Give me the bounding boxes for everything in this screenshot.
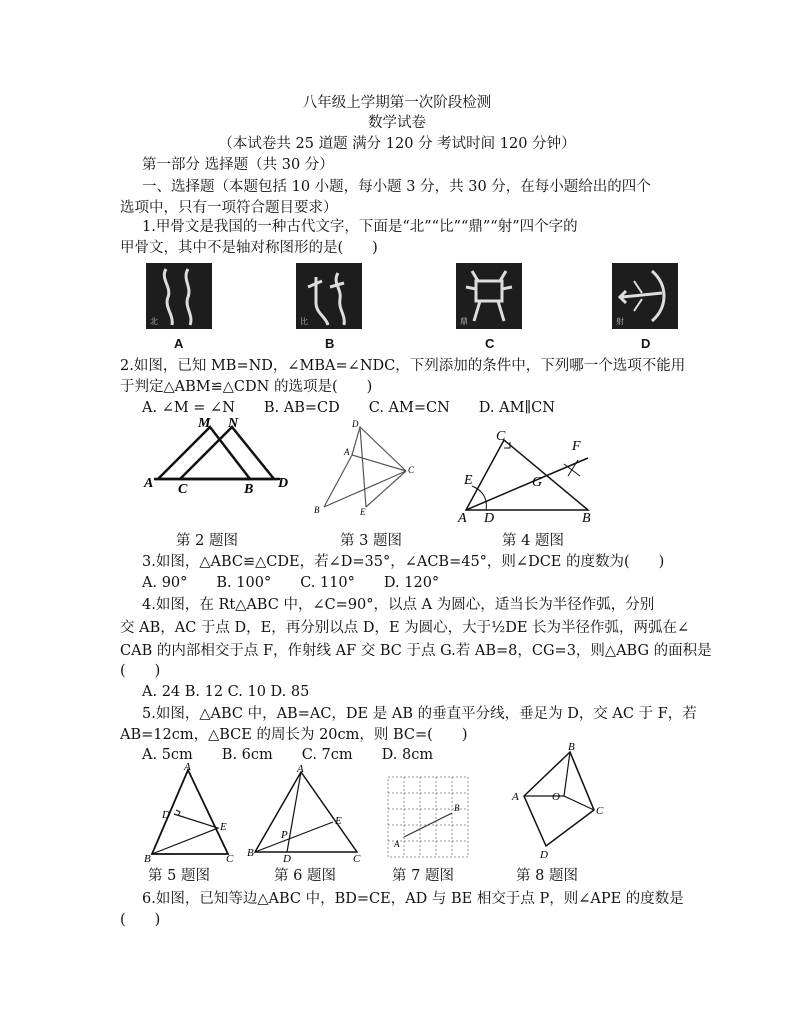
label-c: C (496, 429, 506, 444)
figure-4 (452, 420, 602, 525)
label-o: O (552, 791, 560, 803)
exam-subtitle: 数学试卷 (368, 115, 426, 131)
q4-text-4: ( ) (120, 663, 161, 679)
label-b: B (144, 853, 151, 865)
label-e: E (220, 821, 227, 833)
label-a: A (297, 763, 304, 775)
exam-title: 八年级上学期第一次阶段检测 (302, 95, 492, 111)
label-g: G (532, 475, 543, 490)
label-b: B (454, 803, 460, 813)
label-b: B (582, 511, 591, 525)
label-d: D (278, 476, 289, 491)
oracle-char-bi (296, 263, 362, 329)
q4-text-3: CAB 的内部相交于点 F，作射线 AF 交 BC 于点 G.若 AB=8，CG=3，则△ABG 的面积是 (120, 643, 712, 659)
option-letter-c: C (485, 336, 495, 351)
label-c: C (178, 482, 188, 495)
label-c: C (596, 805, 604, 817)
figure-7 (384, 773, 474, 863)
label-d: D (484, 511, 495, 525)
figure-4-caption: 第 4 题图 (502, 533, 564, 549)
exam-info: （本试卷共 25 道题 满分 120 分 考试时间 120 分钟） (218, 136, 576, 152)
q1-text-2: 甲骨文，其中不是轴对称图形的是( ) (120, 240, 378, 256)
q4-text-1: 4.如图，在 Rt△ABC 中，∠C=90°，以点 A 为圆心，适当长为半径作弧，分别 (142, 597, 655, 613)
q5-text-1: 5.如图，△ABC 中，AB=AC，DE 是 AB 的垂直平分线，垂足为 D，交 AC 于 F，若 (142, 706, 697, 722)
q4-options: A. 24 B. 12 C. 10 D. 85 (142, 684, 310, 700)
label-e: E (335, 815, 342, 827)
q5-text-2: AB=12cm，△BCE 的周长为 20cm，则 BC=( ) (120, 727, 468, 743)
q2-options: A. ∠M = ∠N B. AB=CD C. AM=CN D. AM∥CN (142, 400, 555, 416)
label-d: D (540, 849, 548, 861)
label-a: A (458, 511, 467, 525)
label-b: B (244, 482, 254, 495)
option-letter-d: D (641, 336, 651, 351)
figure-8-caption: 第 8 题图 (516, 868, 578, 884)
oracle-char-bei (146, 263, 212, 329)
label-f: F (572, 439, 581, 454)
section-instructions-1: 一、选择题（本题包括 10 小题，每小题 3 分，共 30 分，在每小题给出的四个 (142, 179, 651, 195)
label-e: E (464, 473, 473, 488)
label-n: N (228, 416, 239, 431)
part-heading: 第一部分 选择题（共 30 分） (142, 157, 334, 173)
figure-2-caption: 第 2 题图 (176, 533, 238, 549)
tile-caption: 射 (616, 317, 624, 326)
label-a: A (512, 791, 519, 803)
label-a: A (344, 447, 350, 457)
q5-options: A. 5cm B. 6cm C. 7cm D. 8cm (142, 747, 434, 763)
option-letter-b: B (325, 336, 335, 351)
label-b: B (247, 847, 254, 859)
label-c: C (226, 853, 234, 865)
label-m: M (198, 416, 211, 431)
figure-5 (140, 758, 240, 866)
label-c: C (353, 853, 361, 864)
figure-3-caption: 第 3 题图 (340, 533, 402, 549)
oracle-char-ding (456, 263, 522, 329)
label-a: A (394, 839, 400, 849)
oracle-char-she (612, 263, 678, 329)
label-d: D (352, 419, 359, 429)
label-e: E (360, 507, 366, 517)
section-instructions-2: 选项中，只有一项符合题目要求） (120, 200, 338, 216)
label-b: B (568, 741, 575, 753)
figure-8 (508, 740, 608, 862)
q6-text-1: 6.如图，已知等边△ABC 中，BD=CE，AD 与 BE 相交于点 P，则∠APE 的度数是 (142, 891, 684, 907)
label-p: P (281, 829, 288, 841)
figure-3 (310, 415, 420, 520)
tile-caption: 比 (300, 317, 308, 326)
label-b: B (314, 505, 320, 515)
q2-text-2: 于判定△ABM≌△CDN 的选项是( ) (120, 379, 373, 395)
tile-caption: 鼎 (460, 317, 468, 326)
figure-5-caption: 第 5 题图 (148, 868, 210, 884)
q3-text: 3.如图，△ABC≌△CDE，若∠D=35°，∠ACB=45°，则∠DCE 的度数为( ) (142, 554, 665, 570)
figure-6-caption: 第 6 题图 (274, 868, 336, 884)
label-a: A (144, 476, 154, 491)
figure-7-caption: 第 7 题图 (392, 868, 454, 884)
q3-options: A. 90° B. 100° C. 110° D. 120° (142, 575, 440, 591)
q4-text-2: 交 AB，AC 于点 D，E，再分别以点 D，E 为圆心，大于½DE 长为半径作弧，两弧在∠ (120, 620, 690, 636)
option-letter-a: A (174, 336, 184, 351)
q6-text-2: ( ) (120, 912, 161, 928)
figure-2 (140, 415, 300, 495)
label-c: C (408, 465, 415, 475)
label-a: A (184, 761, 191, 773)
q1-text-1: 1.甲骨文是我国的一种古代文字，下面是“北”“比”“鼎”“射”四个字的 (142, 219, 578, 235)
label-d: D (283, 853, 291, 864)
tile-caption: 北 (150, 317, 158, 326)
figure-6 (245, 762, 365, 864)
q2-text-1: 2.如图，已知 MB=ND，∠MBA=∠NDC，下列添加的条件中，下列哪一个选项不能用 (120, 358, 686, 374)
label-d: D (162, 809, 170, 821)
